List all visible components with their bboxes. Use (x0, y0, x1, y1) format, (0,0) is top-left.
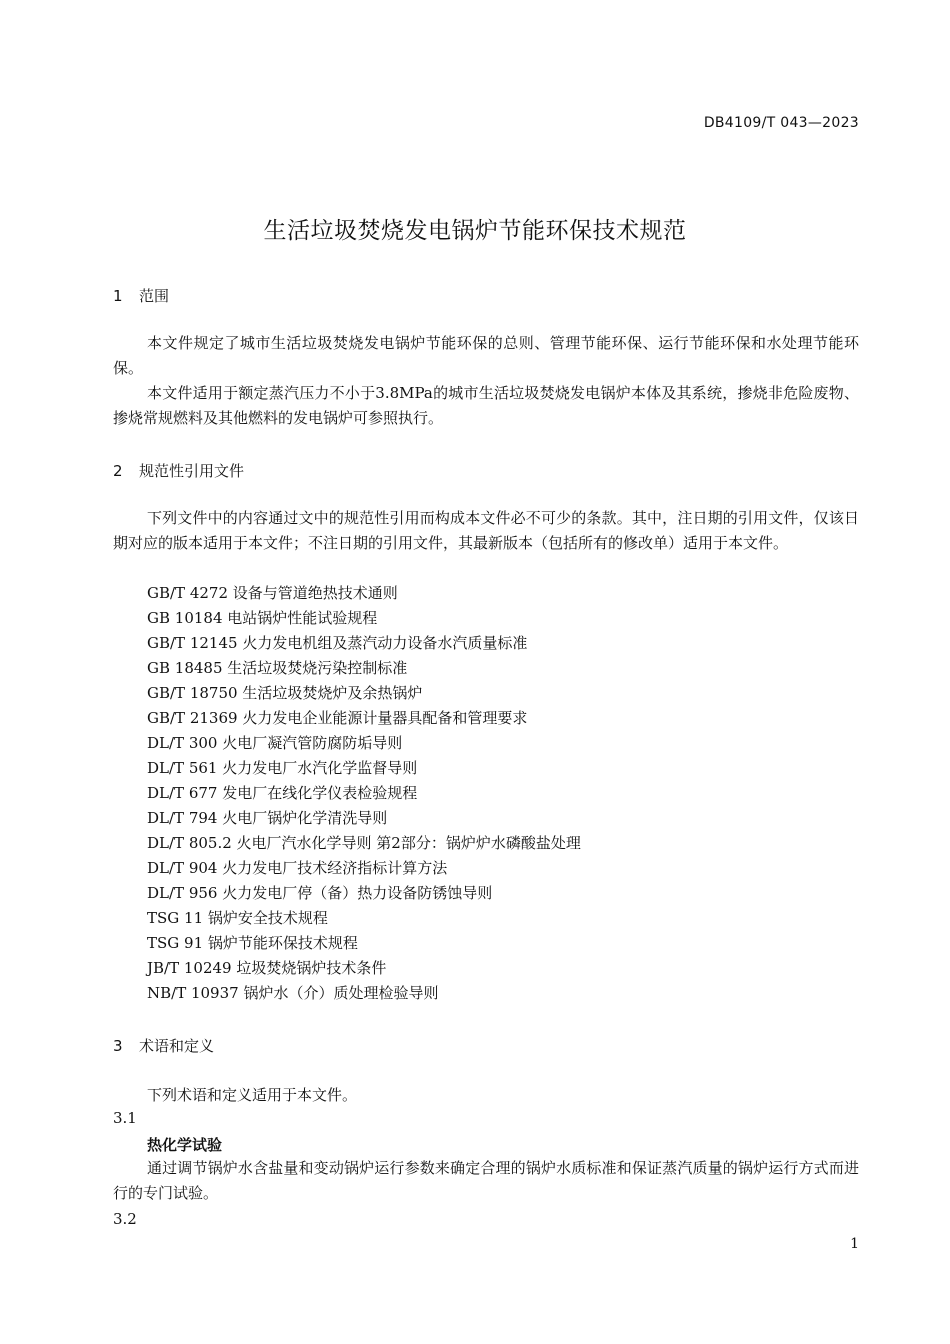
reference-item: TSG 11 锅炉安全技术规程 (147, 909, 328, 927)
section-1-paragraph-1: 本文件规定了城市生活垃圾焚烧发电锅炉节能环保的总则、管理节能环保、运行节能环保和水处理节能环保。 (113, 334, 859, 377)
reference-item: GB/T 18750 生活垃圾焚烧炉及余热锅炉 (147, 684, 423, 702)
reference-item: NB/T 10937 锅炉水（介）质处理检验导则 (147, 984, 439, 1002)
reference-item: GB/T 12145 火力发电机组及蒸汽动力设备水汽质量标准 (147, 634, 528, 652)
reference-item: DL/T 677 发电厂在线化学仪表检验规程 (147, 784, 418, 802)
reference-item: JB/T 10249 垃圾焚烧锅炉技术条件 (147, 959, 387, 977)
section-3-title: 术语和定义 (139, 1037, 215, 1055)
reference-item: GB/T 4272 设备与管道绝热技术通则 (147, 584, 398, 602)
reference-item: GB 18485 生活垃圾焚烧污染控制标准 (147, 659, 408, 677)
reference-item: DL/T 561 火力发电厂水汽化学监督导则 (147, 759, 418, 777)
reference-list (147, 581, 581, 1006)
term-3-1-definition: 通过调节锅炉水含盐量和变动锅炉运行参数来确定合理的锅炉水质标准和保证蒸汽质量的锅炉运行方式而进行的专门试验。 (113, 1159, 859, 1202)
reference-item: TSG 91 锅炉节能环保技术规程 (147, 934, 358, 952)
section-1-paragraph-2: 本文件适用于额定蒸汽压力不小于3.8MPa的城市生活垃圾焚烧发电锅炉本体及其系统，掺烧非危险废物、掺烧常规燃料及其他燃料的发电锅炉可参照执行。 (113, 384, 859, 427)
section-3-intro: 下列术语和定义适用于本文件。 (147, 1086, 358, 1104)
section-2-title: 规范性引用文件 (139, 462, 245, 480)
reference-item: GB 10184 电站锅炉性能试验规程 (147, 609, 378, 627)
document-code: DB4109/T 043—2023 (703, 115, 859, 131)
document-title: 生活垃圾焚烧发电锅炉节能环保技术规范 (263, 218, 687, 244)
section-1-title: 范围 (139, 287, 170, 305)
term-3-1-number: 3.1 (113, 1109, 137, 1127)
reference-item: DL/T 956 火力发电厂停（备）热力设备防锈蚀导则 (147, 884, 493, 902)
section-3-heading (113, 1035, 214, 1056)
reference-item: DL/T 794 火电厂锅炉化学清洗导则 (147, 809, 388, 827)
reference-item: DL/T 805.2 火电厂汽水化学导则 第2部分：锅炉炉水磷酸盐处理 (147, 834, 581, 852)
section-1-number: 1 (113, 287, 123, 305)
section-1-heading (113, 285, 169, 306)
reference-item: DL/T 300 火电厂凝汽管防腐防垢导则 (147, 734, 403, 752)
section-2-paragraph: 下列文件中的内容通过文中的规范性引用而构成本文件必不可少的条款。其中，注日期的引用文件，仅该日期对应的版本适用于本文件；不注日期的引用文件，其最新版本（包括所有的修改单）适用于本文件。 (113, 509, 859, 552)
section-2-number: 2 (113, 462, 123, 480)
term-3-2-number: 3.2 (113, 1210, 137, 1228)
reference-item: DL/T 904 火力发电厂技术经济指标计算方法 (147, 859, 448, 877)
page-number: 1 (850, 1236, 859, 1252)
term-3-1-name: 热化学试验 (147, 1136, 223, 1154)
section-3-number: 3 (113, 1037, 123, 1055)
section-2-heading (113, 460, 244, 481)
reference-item: GB/T 21369 火力发电企业能源计量器具配备和管理要求 (147, 709, 528, 727)
